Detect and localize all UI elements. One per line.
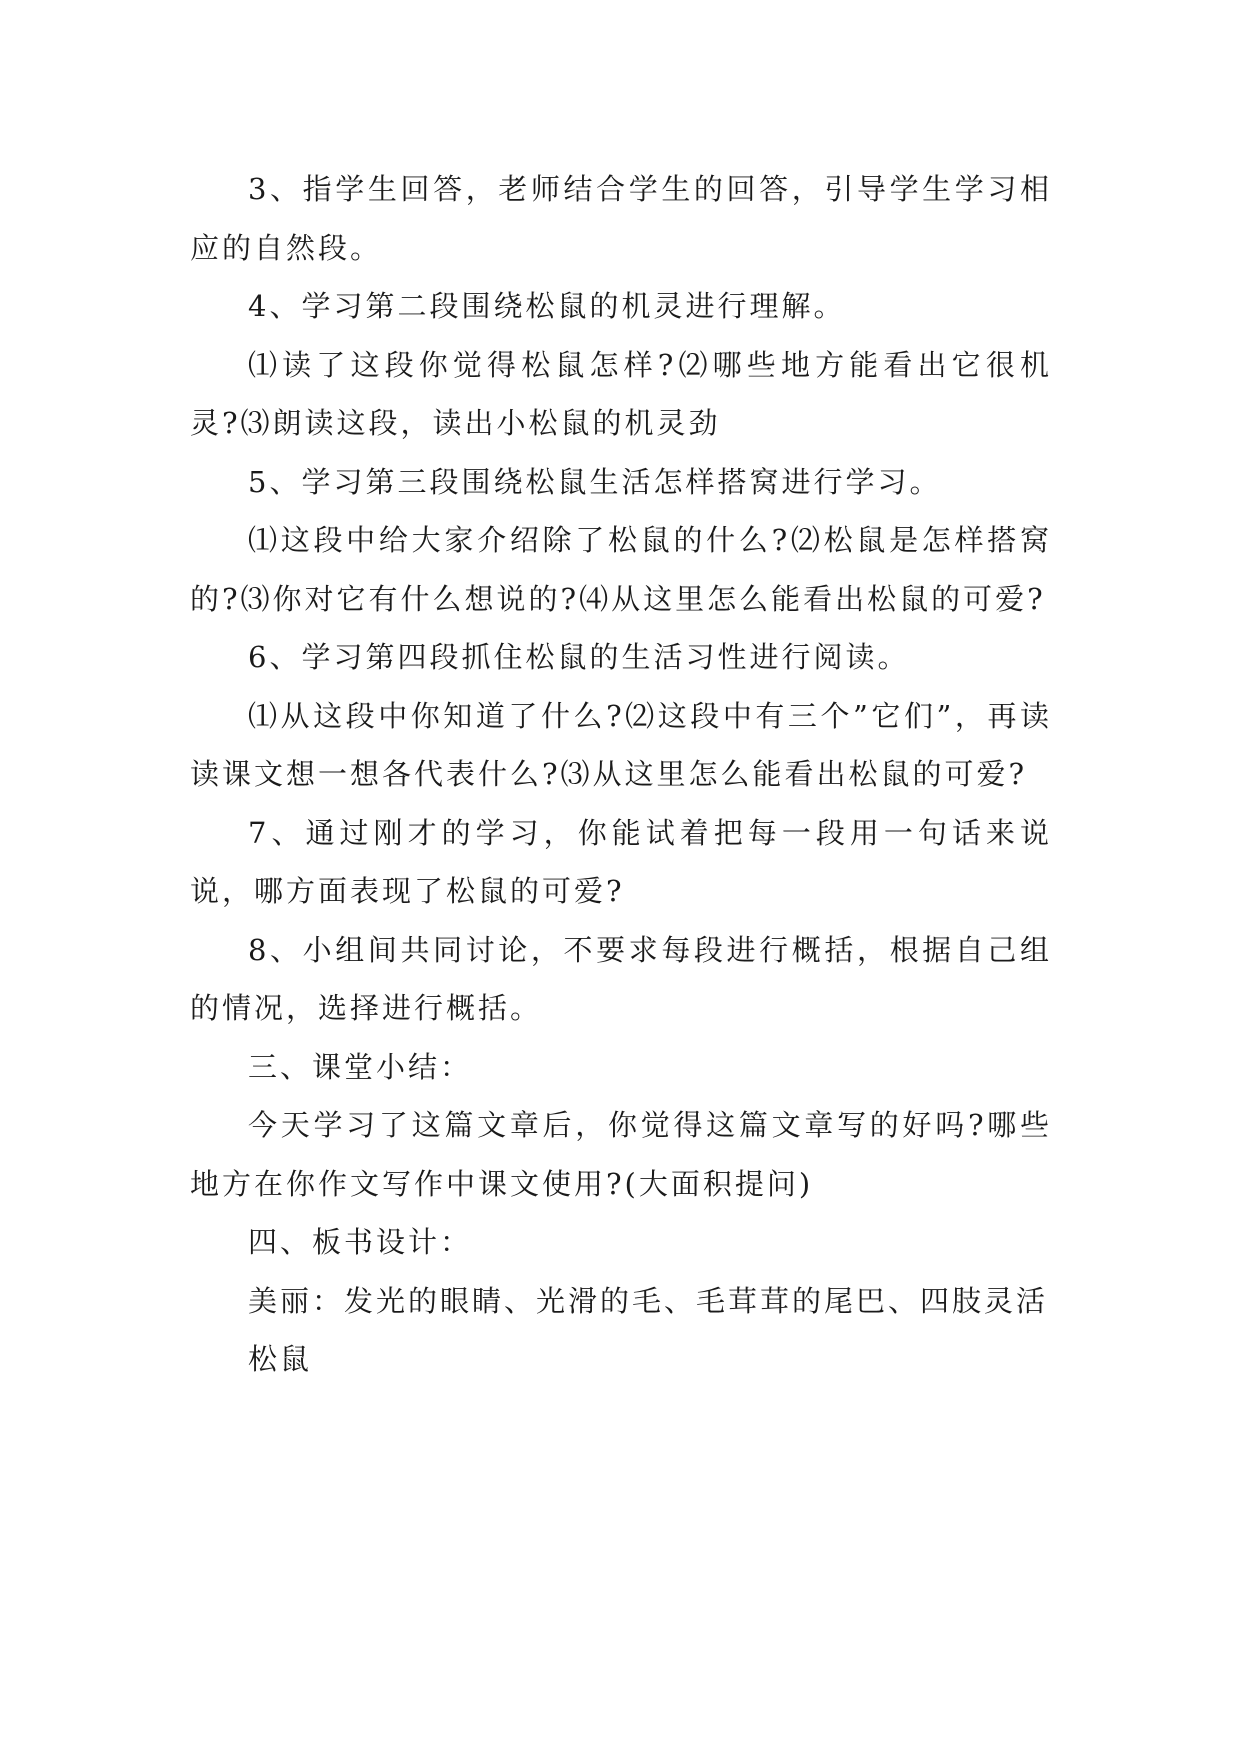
paragraph-step-5-questions: ⑴这段中给大家介绍除了松鼠的什么?⑵松鼠是怎样搭窝的?⑶你对它有什么想说的?⑷从这里怎么能看出松鼠的可爱? (190, 523, 1052, 616)
paragraph-step-8: 8、小组间共同讨论，不要求每段进行概括，根据自己组的情况，选择进行概括。 (190, 932, 1052, 1025)
paragraph-summary: 今天学习了这篇文章后，你觉得这篇文章写的好吗?哪些地方在你作文写作中课文使用?(大面积提问) (190, 1108, 1052, 1201)
paragraph-step-3: 3、指学生回答，老师结合学生的回答，引导学生学习相应的自然段。 (190, 172, 1052, 265)
section-heading-board-design: 四、板书设计： (248, 1225, 473, 1259)
paragraph-board-squirrel: 松鼠 (248, 1342, 313, 1376)
paragraph-step-5: 5、学习第三段围绕松鼠生活怎样搭窝进行学习。 (248, 464, 942, 499)
paragraph-step-6: 6、学习第四段抓住松鼠的生活习性进行阅读。 (248, 640, 910, 674)
paragraph-step-4: 4、学习第二段围绕松鼠的机灵进行理解。 (248, 289, 846, 323)
section-heading-summary: 三、课堂小结： (248, 1049, 473, 1084)
paragraph-step-7: 7、通过刚才的学习，你能试着把每一段用一句话来说说，哪方面表现了松鼠的可爱? (190, 815, 1052, 908)
paragraph-step-6-questions: ⑴从这段中你知道了什么?⑵这段中有三个”它们”，再读读课文想一想各代表什么?⑶从这里怎么能看出松鼠的可爱? (190, 698, 1052, 791)
document-page (190, 160, 1052, 1389)
paragraph-board-beauty: 美丽：发光的眼睛、光滑的毛、毛茸茸的尾巴、四肢灵活 (248, 1283, 1049, 1318)
paragraph-step-4-questions: ⑴读了这段你觉得松鼠怎样?⑵哪些地方能看出它很机灵?⑶朗读这段，读出小松鼠的机灵劲 (190, 347, 1052, 440)
